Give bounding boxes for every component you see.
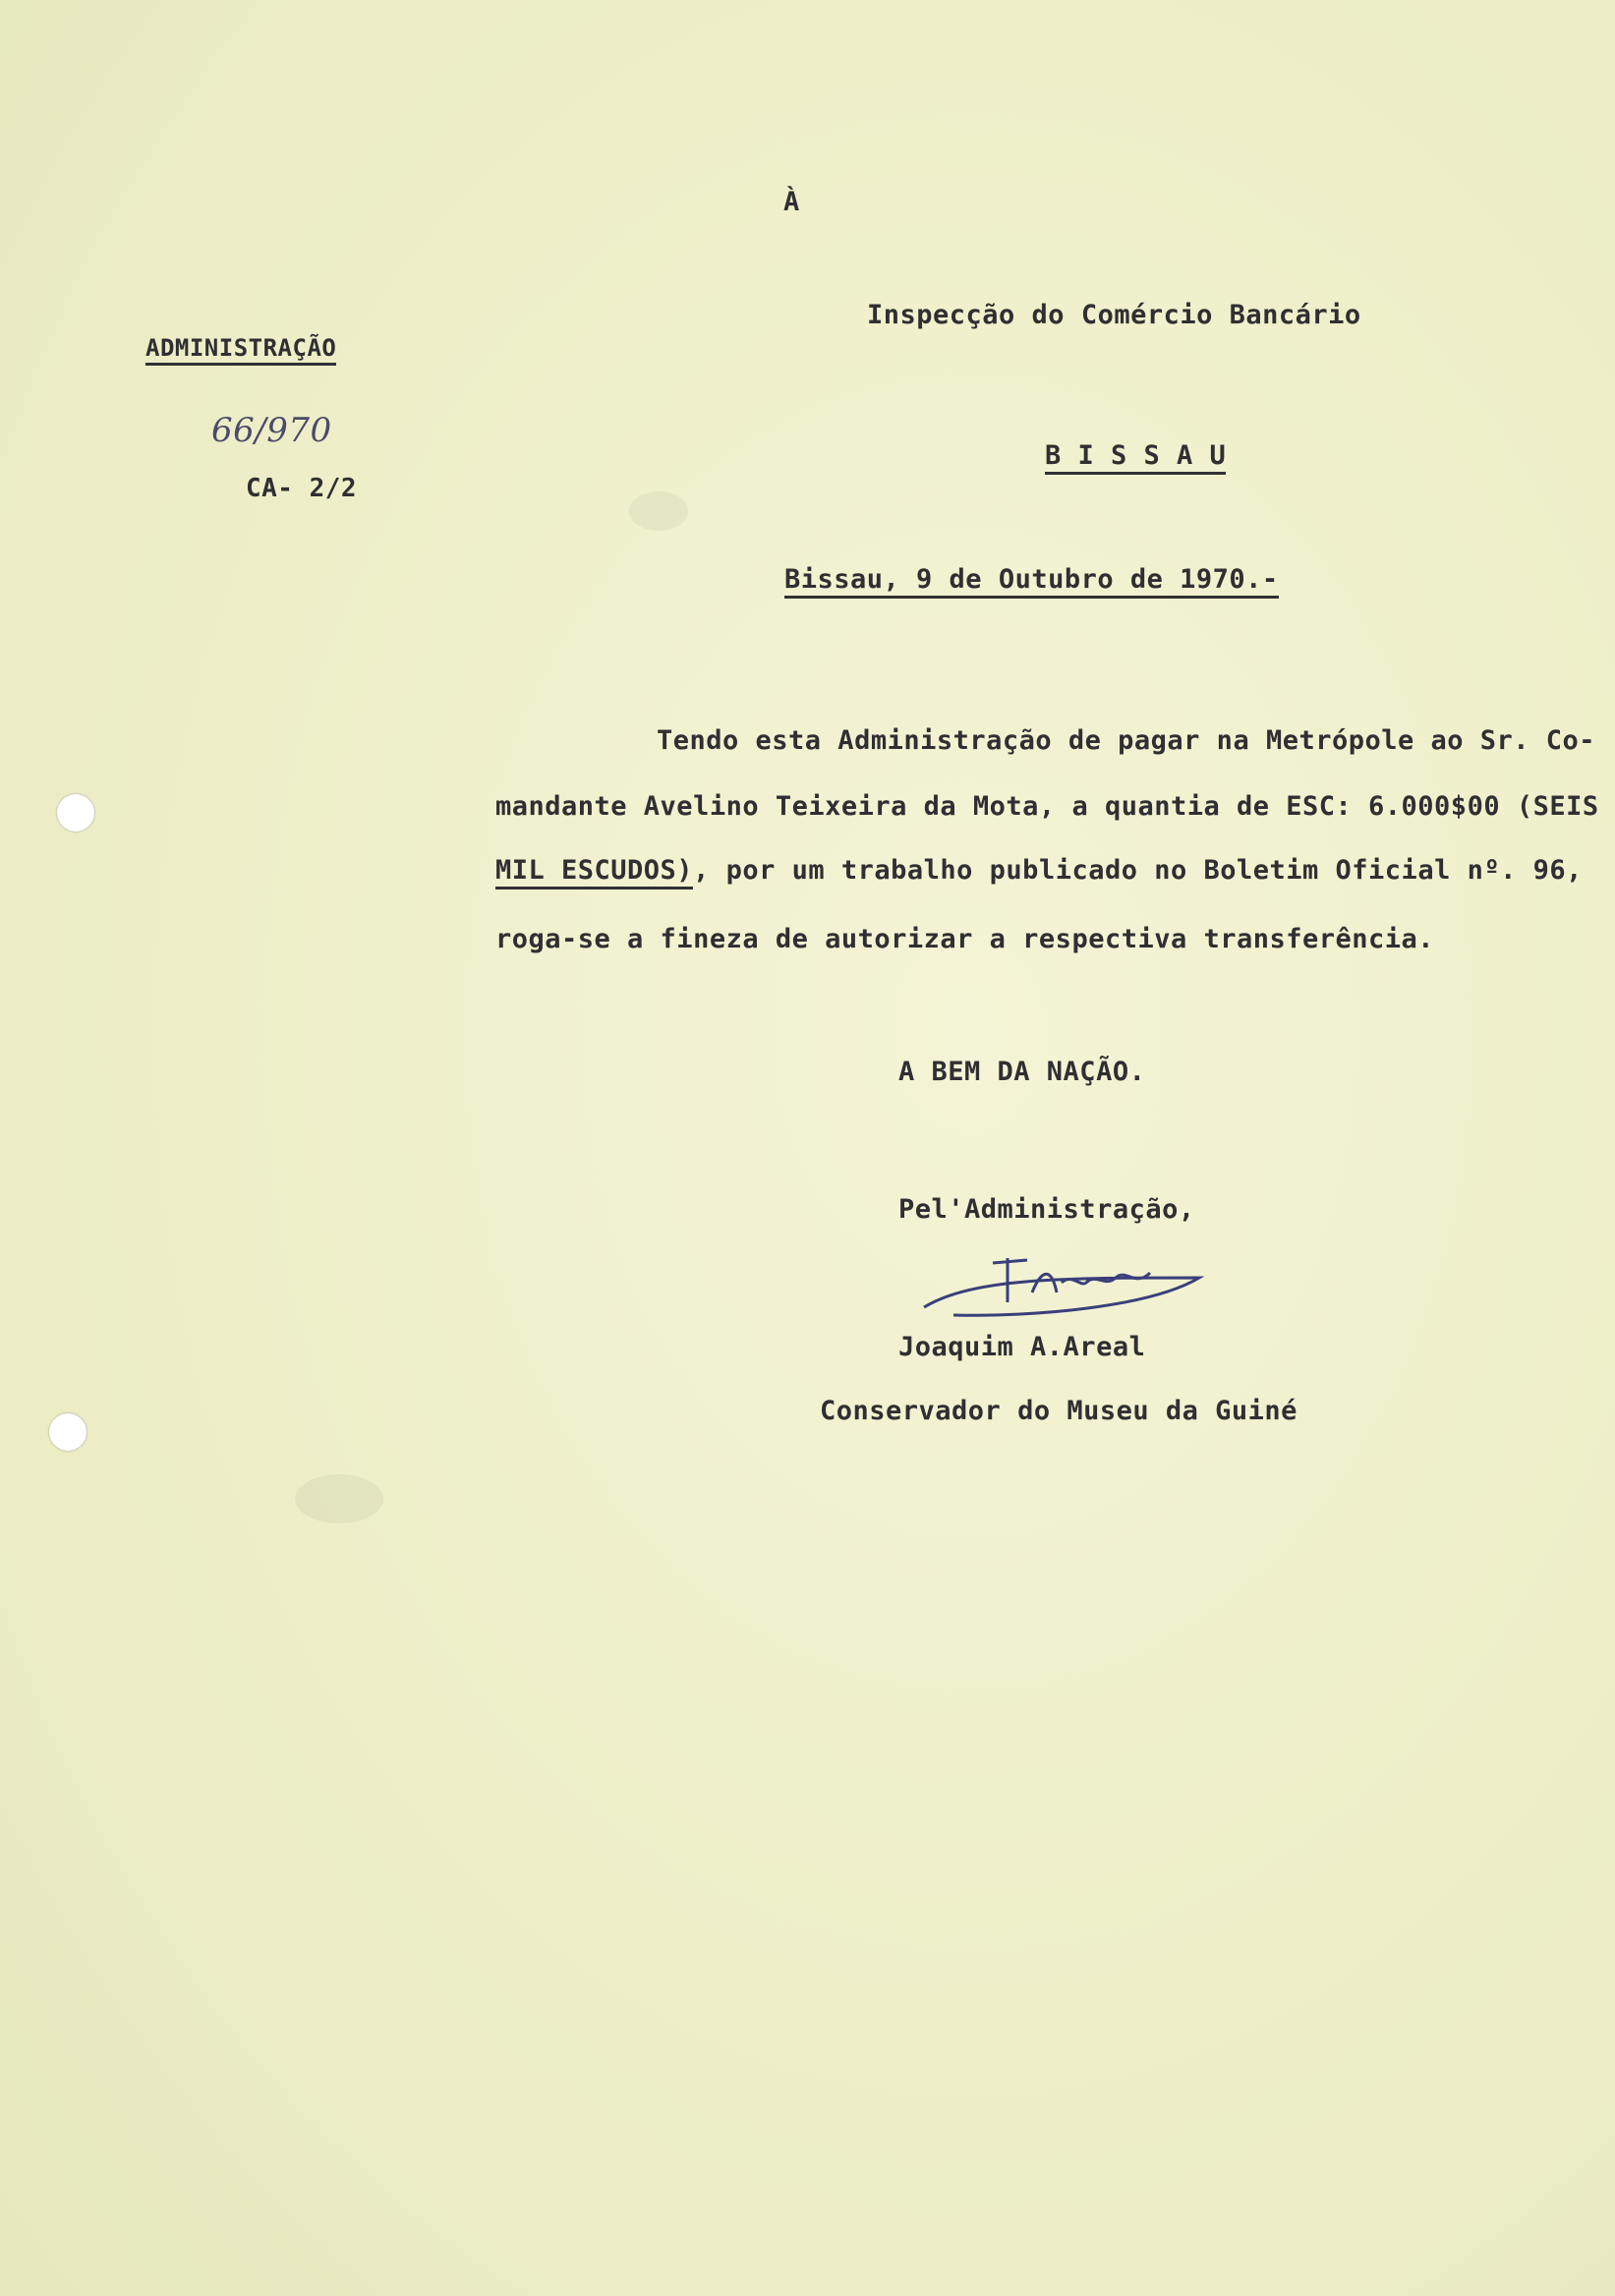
handwritten-signature [914, 1238, 1209, 1327]
amount-underlined: MIL ESCUDOS) [495, 855, 693, 890]
closing-line: A BEM DA NAÇÃO. [898, 1057, 1146, 1087]
body-line-1: Tendo esta Administração de pagar na Metrópole ao Sr. Co- [657, 725, 1596, 756]
department-header: ADMINISTRAÇÃO [145, 334, 336, 366]
body-line-4: roga-se a fineza de autorizar a respectiva transferência. [495, 924, 1435, 954]
reference-number: 66/970 [211, 411, 332, 450]
punch-hole-bottom [49, 1413, 87, 1451]
punch-hole-top [57, 794, 94, 832]
signer-name: Joaquim A.Areal [898, 1332, 1146, 1362]
city-line: B I S S A U [1045, 440, 1226, 475]
body-line-2: mandante Avelino Teixeira da Mota, a quantia de ESC: 6.000$00 (SEIS [495, 791, 1599, 822]
date-text: Bissau, 9 de Outubro de 1970.- [784, 564, 1279, 599]
body-line-3-rest: , por um trabalho publicado no Boletim Oficial nº. 96, [693, 855, 1583, 886]
date-line [784, 564, 1279, 595]
recipient-line: Inspecção do Comércio Bancário [867, 300, 1361, 330]
reference-code: CA- 2/2 [246, 474, 358, 503]
body-line-3 [495, 855, 1583, 886]
signer-title: Conservador do Museu da Guiné [820, 1396, 1298, 1426]
address-prefix: À [783, 187, 800, 217]
signature-intro: Pel'Administração, [898, 1194, 1195, 1225]
